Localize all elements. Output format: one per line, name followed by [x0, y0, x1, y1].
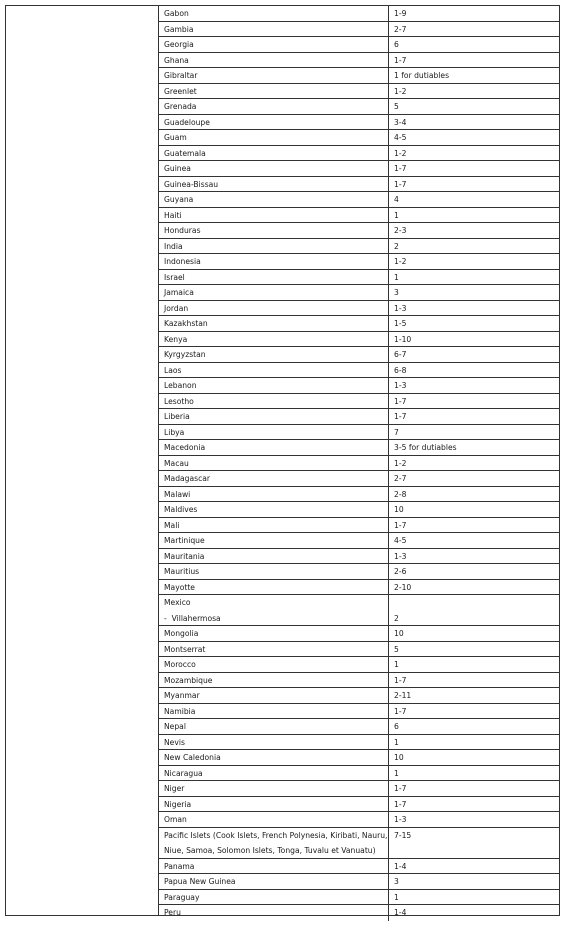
country-cell [159, 456, 389, 471]
country-name: Nevis [164, 737, 185, 747]
transit-days-cell: 2 [394, 613, 399, 623]
country-name: Mozambique [164, 675, 213, 685]
country-cell [159, 22, 389, 37]
country-name: Pacific Islets (Cook Islets, French Polynesia, Kiribati, Nauru, Niue, Samoa, Solomon Islets, Tonga, Tuvalu et Vanuatu) [164, 830, 388, 855]
transit-days-cell: 3 [394, 288, 399, 297]
country-name: Oman [164, 815, 187, 824]
country-name: Panama [164, 861, 195, 871]
transit-days-cell: 1-9 [394, 9, 407, 18]
country-name: Guinea-Bissau [164, 179, 219, 189]
country-cell [159, 580, 389, 595]
country-cell [159, 564, 389, 579]
transit-days-cell: 1-7 [394, 675, 407, 685]
country-name: Libya [164, 427, 185, 437]
table-row [159, 99, 559, 115]
table-row [159, 564, 559, 580]
country-cell [159, 68, 389, 83]
transit-days-cell: 1-7 [394, 799, 407, 809]
country-cell [159, 84, 389, 99]
country-name: Jordan [164, 303, 189, 313]
country-name: Madagascar [164, 474, 211, 483]
table-row [159, 797, 559, 813]
transit-days-cell: 1-2 [394, 458, 407, 468]
country-name: Guam [164, 133, 187, 142]
transit-days-cell: 1 for dutiables [394, 71, 450, 80]
table-row [159, 68, 559, 84]
transit-days-cell: 6-7 [394, 350, 407, 359]
country-name: Lebanon [164, 381, 197, 390]
country-name: Maldives [164, 505, 198, 514]
country-name: Mayotte [164, 582, 195, 592]
table-row [159, 750, 559, 766]
transit-days-cell: 2-7 [394, 24, 407, 34]
table-row [159, 580, 559, 596]
table-row [159, 285, 559, 301]
country-name: Honduras [164, 226, 201, 235]
transit-days-cell: 1 [394, 660, 399, 669]
transit-days-cell: 1-4 [394, 908, 407, 917]
table-row [159, 673, 559, 689]
country-cell [159, 750, 389, 765]
table-row [159, 208, 559, 224]
country-cell [159, 223, 389, 238]
country-cell [159, 378, 389, 393]
country-cell [159, 177, 389, 192]
country-cell [159, 316, 389, 331]
country-name: Gibraltar [164, 71, 198, 80]
country-cell [159, 487, 389, 502]
table-row [159, 394, 559, 410]
transit-days-cell: 1-7 [394, 164, 407, 173]
country-name: Papua New Guinea [164, 877, 236, 886]
country-name: Guyana [164, 195, 194, 204]
country-name: Macedonia [164, 443, 206, 452]
country-cell [159, 425, 389, 440]
table-row [159, 688, 559, 704]
transit-days-cell: 1-3 [394, 551, 407, 561]
table-row [159, 239, 559, 255]
country-cell [159, 270, 389, 285]
table-row [159, 518, 559, 534]
country-name: Nigeria [164, 799, 192, 809]
country-cell [159, 704, 389, 719]
table-row [159, 254, 559, 270]
transit-days-cell: 1-7 [394, 520, 407, 530]
transit-days-cell: 2-11 [394, 691, 412, 700]
transit-days-cell: 3-4 [394, 117, 407, 127]
country-cell [159, 502, 389, 517]
country-name: Mexico [164, 598, 191, 607]
table-row [159, 533, 559, 549]
table-row [159, 425, 559, 441]
transit-days-cell: 4 [394, 195, 399, 204]
country-cell [159, 673, 389, 688]
transit-days-cell: 1-7 [394, 55, 407, 65]
table-row [159, 37, 559, 53]
country-name: Paraguay [164, 892, 200, 902]
transit-days-cell: 3-5 for dutiables [394, 443, 457, 452]
table-row [159, 22, 559, 38]
country-cell [159, 595, 389, 625]
transit-days-cell: 1-10 [394, 334, 412, 344]
table-row [159, 440, 559, 456]
country-cell [159, 347, 389, 362]
country-cell [159, 254, 389, 269]
country-cell [159, 797, 389, 812]
transit-days-cell: 2-6 [394, 567, 407, 576]
country-name: Gabon [164, 9, 189, 18]
transit-days-cell: 1-2 [394, 148, 407, 158]
country-name: Jamaica [164, 288, 194, 297]
country-name: Greenlet [164, 86, 197, 96]
country-cell [159, 812, 389, 827]
country-cell [159, 828, 389, 858]
country-cell [159, 719, 389, 734]
table-row [159, 53, 559, 69]
country-cell [159, 394, 389, 409]
transit-days-cell: 5 [394, 102, 399, 111]
transit-days-cell: 1-7 [394, 412, 407, 421]
table-row [159, 84, 559, 100]
table-row [159, 161, 559, 177]
country-cell [159, 285, 389, 300]
transit-days-cell: 1 [394, 892, 399, 902]
country-cell [159, 642, 389, 657]
table-row [159, 549, 559, 565]
table-row [159, 316, 559, 332]
country-cell [159, 6, 389, 21]
country-cell [159, 115, 389, 130]
table-row [159, 657, 559, 673]
table-row [159, 146, 559, 162]
table-row [159, 456, 559, 472]
transit-days-cell: 4-5 [394, 133, 407, 142]
country-cell [159, 53, 389, 68]
country-name: Niger [164, 784, 185, 793]
table-row [159, 270, 559, 286]
country-cell [159, 130, 389, 145]
country-cell [159, 688, 389, 703]
country-name: Georgia [164, 40, 194, 49]
transit-days-cell: 1 [394, 768, 399, 778]
table-row [159, 735, 559, 751]
country-cell [159, 363, 389, 378]
transit-days-cell: 2-3 [394, 226, 407, 235]
table-row [159, 812, 559, 828]
transit-days-cell: 7-15 [394, 830, 412, 840]
country-cell [159, 440, 389, 455]
country-name: Ghana [164, 55, 189, 65]
transit-days-cell: 1-7 [394, 784, 407, 793]
transit-days-cell: 1-7 [394, 179, 407, 189]
country-name: Mali [164, 520, 180, 530]
country-name: Guinea [164, 164, 191, 173]
transit-days-cell: 2-7 [394, 474, 407, 483]
transit-days-cell: 2-8 [394, 489, 407, 499]
country-name: Gambia [164, 24, 194, 34]
transit-days-cell: 1-3 [394, 815, 407, 824]
transit-days-cell: 2 [394, 241, 399, 251]
country-cell [159, 626, 389, 641]
transit-days-cell: 6 [394, 40, 399, 49]
table-row [159, 859, 559, 875]
transit-days-cell: 1 [394, 210, 399, 220]
table-row [159, 378, 559, 394]
table-row [159, 192, 559, 208]
country-name: Martinique [164, 536, 205, 545]
table-row [159, 301, 559, 317]
table-row [159, 905, 559, 921]
country-subregion: - Villahermosa [164, 613, 221, 623]
table-row [159, 595, 559, 626]
table-left-empty-column [6, 6, 159, 915]
transit-days-cell: 4-5 [394, 536, 407, 545]
table-row [159, 409, 559, 425]
transit-days-cell: 1-2 [394, 257, 407, 266]
transit-days-cell: 3 [394, 877, 399, 886]
table-row [159, 130, 559, 146]
table-row [159, 487, 559, 503]
table-row [159, 781, 559, 797]
country-name: Kenya [164, 334, 188, 344]
country-name: Mongolia [164, 629, 199, 638]
country-cell [159, 146, 389, 161]
country-name: New Caledonia [164, 753, 221, 762]
country-cell [159, 409, 389, 424]
transit-days-cell: 10 [394, 629, 404, 638]
transit-days-cell: 1 [394, 272, 399, 282]
country-cell [159, 99, 389, 114]
table-row [159, 6, 559, 22]
country-cell [159, 781, 389, 796]
transit-days-cell: 1-5 [394, 319, 407, 328]
transit-days-cell: 1-7 [394, 706, 407, 716]
table-rows [159, 6, 559, 921]
table-row [159, 828, 559, 859]
country-cell [159, 859, 389, 874]
transit-days-cell: 6-8 [394, 365, 407, 375]
country-name: Mauritania [164, 551, 205, 561]
transit-days-cell: 7 [394, 427, 399, 437]
country-name: Myanmar [164, 691, 200, 700]
table-row [159, 177, 559, 193]
country-cell [159, 890, 389, 905]
table-row [159, 471, 559, 487]
table-row [159, 766, 559, 782]
document-table [5, 5, 560, 916]
table-row [159, 115, 559, 131]
table-row [159, 704, 559, 720]
country-cell [159, 905, 389, 921]
table-row [159, 890, 559, 906]
table-row [159, 223, 559, 239]
country-name: Lesotho [164, 396, 194, 406]
country-cell [159, 332, 389, 347]
transit-days-cell: 2-10 [394, 582, 412, 592]
country-name: Mauritius [164, 567, 200, 576]
table-row [159, 502, 559, 518]
country-cell [159, 549, 389, 564]
country-cell [159, 518, 389, 533]
country-name: Namibia [164, 706, 196, 716]
country-cell [159, 37, 389, 52]
country-name: Morocco [164, 660, 196, 669]
transit-days-cell: 1-3 [394, 303, 407, 313]
country-name: Nicaragua [164, 768, 203, 778]
country-cell [159, 874, 389, 889]
country-name: Israel [164, 272, 185, 282]
country-name: Kyrgyzstan [164, 350, 206, 359]
country-name: Guatemala [164, 148, 206, 158]
transit-days-cell: 6 [394, 722, 399, 731]
country-cell [159, 766, 389, 781]
table-row [159, 719, 559, 735]
table-row [159, 874, 559, 890]
country-cell [159, 208, 389, 223]
country-name: India [164, 241, 183, 251]
transit-days-cell: 1-2 [394, 86, 407, 96]
table-row [159, 347, 559, 363]
country-name: Montserrat [164, 644, 206, 654]
country-name: Indonesia [164, 257, 201, 266]
table-row [159, 332, 559, 348]
country-cell [159, 161, 389, 176]
country-name: Laos [164, 365, 182, 375]
table-row [159, 642, 559, 658]
transit-days-cell: 1-4 [394, 861, 407, 871]
country-cell [159, 471, 389, 486]
transit-days-cell: 1-3 [394, 381, 407, 390]
country-name: Kazakhstan [164, 319, 208, 328]
transit-days-cell: 5 [394, 644, 399, 654]
country-cell [159, 239, 389, 254]
country-name: Nepal [164, 722, 186, 731]
country-name: Liberia [164, 412, 190, 421]
country-name: Malawi [164, 489, 191, 499]
country-name: Macau [164, 458, 189, 468]
country-cell [159, 735, 389, 750]
transit-days-cell: 10 [394, 753, 404, 762]
table-row [159, 363, 559, 379]
country-name: Grenada [164, 102, 197, 111]
country-cell [159, 301, 389, 316]
transit-days-cell: 1 [394, 737, 399, 747]
country-cell [159, 657, 389, 672]
transit-days-cell: 10 [394, 505, 404, 514]
transit-days-cell: 1-7 [394, 396, 407, 406]
country-cell [159, 533, 389, 548]
country-name: Haiti [164, 210, 182, 220]
country-name: Guadeloupe [164, 117, 210, 127]
country-name: Peru [164, 908, 181, 917]
table-row [159, 626, 559, 642]
country-cell [159, 192, 389, 207]
